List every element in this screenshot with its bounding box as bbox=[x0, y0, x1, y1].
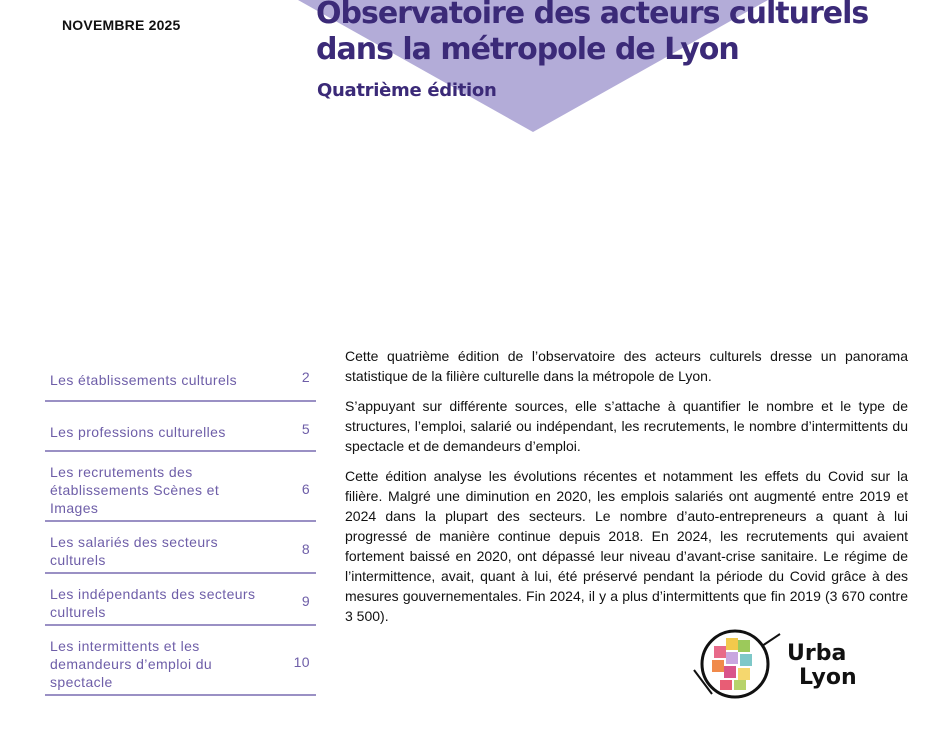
toc-item-etablissements[interactable] bbox=[45, 346, 316, 402]
intro-paragraph-3: Cette édition analyse les évolutions récentes et notamment les effets du Covid sur la filière. Malgré une diminution en 2020, les emplois salariés ont augmenté entre 2019 et 2024 dans la plupart des secteurs. Le nombre d’auto-entrepreneurs a quant à lui progressé de manière continue depuis 2018. En 2024, les recrutements qui avaient fortement baissé en 2020, ont dépassé leur niveau d’avant-crise sanitaire. Le régime de l’intermittence, avait, quant à lui, été préservé pendant la période du Covid grâce à des mesures gouvernementales. Fin 2024, il y a plus d’intermittents que fin 2019 (3 670 contre 3 500). bbox=[345, 468, 908, 624]
intro-paragraph-1: Cette quatrième édition de l’observatoire des acteurs culturels dresse un panorama statistique de la filière culturelle dans la métropole de Lyon. bbox=[345, 348, 908, 384]
logo-text-urba: Urba bbox=[787, 641, 847, 666]
toc-page: 8 bbox=[301, 541, 310, 557]
introduction-text bbox=[345, 346, 908, 636]
toc-page: 10 bbox=[293, 654, 310, 670]
toc-page: 6 bbox=[301, 481, 310, 497]
page-title bbox=[316, 0, 936, 68]
toc-label: Les indépendants des secteurs culturels bbox=[50, 586, 256, 620]
toc-item-recrutements[interactable] bbox=[45, 452, 316, 522]
toc-page: 5 bbox=[301, 421, 310, 437]
toc-item-intermittents[interactable] bbox=[45, 626, 316, 696]
toc-label: Les professions culturelles bbox=[50, 424, 226, 440]
toc-label: Les intermittents et les demandeurs d’emploi du spectacle bbox=[50, 638, 213, 690]
toc-label: Les recrutements des établissements Scènes et Images bbox=[50, 464, 220, 516]
toc-label: Les salariés des secteurs culturels bbox=[50, 534, 218, 568]
logo-text-lyon: Lyon bbox=[799, 665, 857, 690]
urbalyon-logo bbox=[690, 626, 860, 702]
title-line-1: Observatoire des acteurs culturels bbox=[316, 0, 869, 31]
page-subtitle: Quatrième édition bbox=[317, 80, 497, 101]
toc-label: Les établissements culturels bbox=[50, 372, 238, 388]
toc-item-professions[interactable] bbox=[45, 402, 316, 452]
toc-page: 2 bbox=[301, 369, 310, 385]
intro-paragraph-2: S’appuyant sur différente sources, elle s’attache à quantifier le nombre et le type de structures, l’emploi, salarié ou indépendant, les recrutements, le nombre d’intermittents du spectacle et de demandeurs d’emploi. bbox=[345, 398, 908, 454]
cube-mosaic-icon bbox=[694, 631, 780, 697]
toc-item-salaries[interactable] bbox=[45, 522, 316, 574]
toc-page: 9 bbox=[301, 593, 310, 609]
toc-item-independants[interactable] bbox=[45, 574, 316, 626]
title-line-2: dans la métropole de Lyon bbox=[316, 32, 739, 67]
publication-date: NOVEMBRE 2025 bbox=[62, 17, 181, 33]
table-of-contents bbox=[45, 346, 316, 696]
